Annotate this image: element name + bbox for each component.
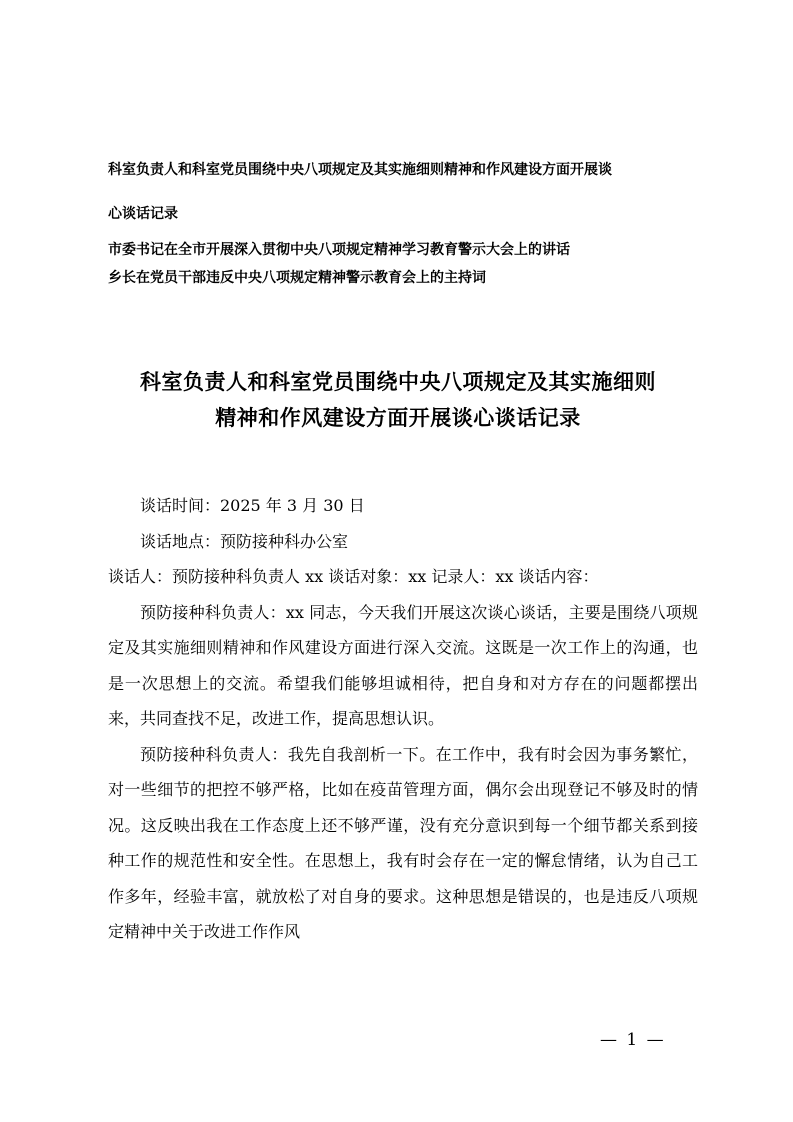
document-title — [108, 364, 688, 436]
toc-item[interactable]: 科室负责人和科室党员围绕中央八项规定及其实施细则精神和作风建设方面开展谈 — [108, 162, 612, 178]
body-paragraph: 预防接种科负责人：xx 同志，今天我们开展这次谈心谈话，主要是围绕八项规定及其实施细则精神和作风建设方面进行深入交流。这既是一次工作上的沟通，也是一次思想上的交流。希望我们能够坦诚相待，把自身和对方存在的问题都摆出来，共同查找不足，改进工作，提高思想认识。 — [108, 602, 698, 728]
toc-item[interactable]: 乡长在党员干部违反中央八项规定精神警示教育会上的主持词 — [108, 270, 486, 286]
meta-people: 谈话人：预防接种科负责人 xx 谈话对象：xx 记录人：xx 谈话内容： — [108, 567, 599, 586]
meta-time: 谈话时间：2025 年 3 月 30 日 — [140, 496, 365, 515]
table-of-contents — [108, 160, 698, 288]
toc-item-continuation[interactable]: 心谈话记录 — [108, 206, 178, 222]
document-title-line: 科室负责人和科室党员围绕中央八项规定及其实施细则 — [140, 370, 656, 394]
toc-item[interactable]: 市委书记在全市开展深入贯彻中央八项规定精神学习教育警示大会上的讲话 — [108, 242, 570, 258]
page-number: — 1 — — [600, 1030, 666, 1050]
document-body — [108, 488, 698, 950]
document-title-line: 精神和作风建设方面开展谈心谈话记录 — [215, 406, 581, 430]
body-paragraph: 预防接种科负责人：我先自我剖析一下。在工作中，我有时会因为事务繁忙，对一些细节的把控不够严格，比如在疫苗管理方面，偶尔会出现登记不够及时的情况。这反映出我在工作态度上还不够严谨，没有充分意识到每一个细节都关系到接种工作的规范性和安全性。在思想上，我有时会存在一定的懈怠情绪，认为自己工作多年，经验丰富，就放松了对自身的要求。这种思想是错误的，也是违反八项规定精神中关于改进工作作风 — [108, 744, 698, 941]
meta-place: 谈话地点：预防接种科办公室 — [140, 531, 349, 551]
